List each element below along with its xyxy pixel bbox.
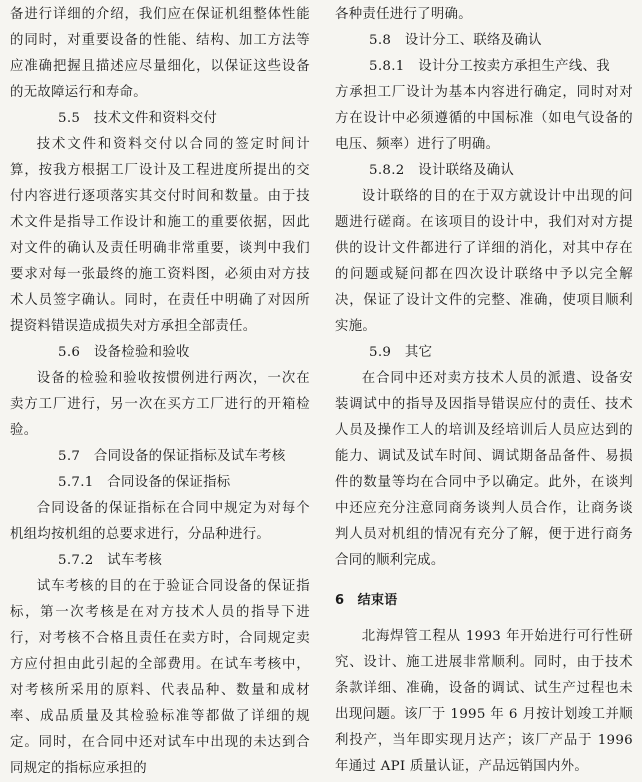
heading-5-8: 5.8 设计分工、联络及确认 <box>369 33 542 48</box>
heading-5-5: 5.5 技术文件和资料交付 <box>58 111 218 126</box>
paragraph-5-7-1: 合同设备的保证指标在合同中规定为对每个机组均按机组的总要求进行，分品种进行。 <box>10 501 310 542</box>
left-column <box>10 2 310 782</box>
paragraph-5-8-2: 设计联络的目的在于双方就设计中出现的问题进行磋商。在该项目的设计中，我们对对方提供的设计文件都进行了详细的消化，对其中存在的问题或疑问都在四次设计联络中予以完全解决，保证了设计文件的完整、准确，使项目顺利实施。 <box>335 189 633 334</box>
heading-5-8-2: 5.8.2 设计联络及确认 <box>369 163 515 178</box>
paragraph-5-9: 在合同中还对卖方技术人员的派遣、设备安装调试中的指导及因指导错误应付的责任、技术人员及操作工人的培训及经培训后人员应达到的能力、调试及试车时间、调试期备品备件、易损件的数量等均在合同中予以确定。此外，在谈判中还应充分注意同商务谈判人员合作，让商务谈判人员对机组的情况有充分了解，便于进行商务合同的顺利完成。 <box>335 371 633 568</box>
continued-paragraph: 各种责任进行了明确。 <box>335 7 472 22</box>
heading-5-6: 5.6 设备检验和验收 <box>58 345 190 360</box>
paragraph-6: 北海焊管工程从 1993 年开始进行可行性研究、设计、施工进展非常顺利。同时，由于技术条款详细、准确，设备的调试、试生产过程也未出现问题。该厂于 1995 年 6 月按计划竣工并顺利投产，当年即实现月达产；该厂产品于 1996 年通过 API 质量认证，产品远销国内外。 <box>335 629 633 774</box>
heading-5-9: 5.9 其它 <box>369 345 433 360</box>
heading-5-7-2: 5.7.2 试车考核 <box>58 553 163 568</box>
heading-5-8-1: 5.8.1 设计分工按卖方承担生产线、我 <box>369 59 610 74</box>
heading-5-7-1: 5.7.1 合同设备的保证指标 <box>58 475 231 490</box>
section-spacer <box>335 614 633 624</box>
intro-paragraph: 备进行详细的介绍，我们应在保证机组整体性能的同时，对重要设备的性能、结构、加工方法等应准确把握且描述应尽量细化，以保证这些设备的无故障运行和寿命。 <box>10 7 310 100</box>
paragraph-5-7-2: 试车考核的目的在于验证合同设备的保证指标，第一次考核是在对方技术人员的指导下进行，对考核不合格且责任在卖方时，合同规定卖方应付担由此引起的全部费用。在试车考核中，对考核所采用的原料、代表品种、数量和成材率、成品质量及其检验标准等都做了详细的规定。同时，在合同中还对试车中出现的未达到合同规定的指标应承担的 <box>10 579 310 776</box>
section-spacer <box>335 574 633 584</box>
paragraph-5-5: 技术文件和资料交付以合同的签定时间计算，按我方根据工厂设计及工程进度所提出的交付内容进行逐项落实其交付时间和数量。由于技术文件是指导工作设计和施工的重要依据，因此对文件的确认及责任明确非常重要，谈判中我们要求对每一张最终的施工资料图，必须由对方技术人员签字确认。同时，在责任中明确了对因所提资料错误造成损失对方承担全部责任。 <box>10 137 310 334</box>
heading-6-conclusion: 6 结束语 <box>335 593 398 608</box>
heading-5-7: 5.7 合同设备的保证指标及试车考核 <box>58 449 286 464</box>
paragraph-5-8-1: 方承担工厂设计为基本内容进行确定，同时对对方在设计中必须遵循的中国标准（如电气设备的电压、频率）进行了明确。 <box>335 85 633 152</box>
right-column <box>335 2 633 780</box>
paragraph-5-6: 设备的检验和验收按惯例进行两次，一次在卖方工厂进行，另一次在买方工厂进行的开箱检验。 <box>10 371 310 438</box>
